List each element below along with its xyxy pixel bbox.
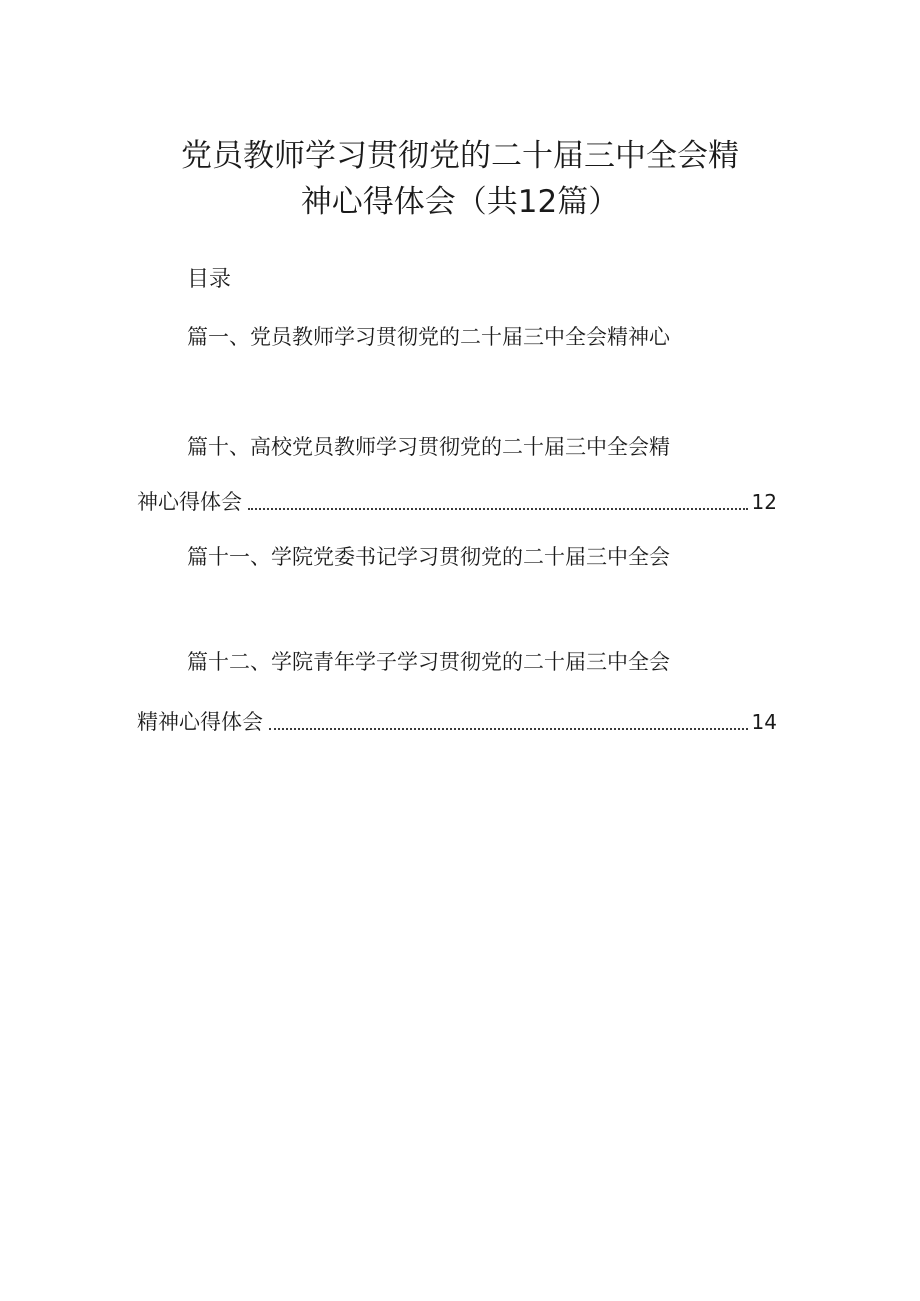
toc-entry-12-continuation: 精神心得体会 <box>137 710 263 734</box>
toc-entry-10-line-1[interactable]: 篇十、高校党员教师学习贯彻党的二十届三中全会精 <box>187 435 670 459</box>
toc-heading: 目录 <box>187 267 232 292</box>
toc-entry-11[interactable]: 篇十一、学院党委书记学习贯彻党的二十届三中全会 <box>187 545 670 569</box>
dot-leader <box>248 508 748 510</box>
toc-entry-12-line-1[interactable]: 篇十二、学院青年学子学习贯彻党的二十届三中全会 <box>187 650 670 674</box>
toc-entry-12-line-2[interactable] <box>137 707 777 737</box>
toc-entry-10-page-number: 12 <box>751 490 777 514</box>
toc-entry-10-line-2[interactable] <box>137 487 777 517</box>
toc-entry-1[interactable]: 篇一、党员教师学习贯彻党的二十届三中全会精神心 <box>187 325 670 349</box>
document-title-line-2: 神心得体会（共12篇） <box>300 184 620 220</box>
document-title-line-1: 党员教师学习贯彻党的二十届三中全会精 <box>181 138 739 174</box>
dot-leader <box>269 728 748 730</box>
toc-entry-12-page-number: 14 <box>751 710 777 734</box>
toc-entry-10-continuation: 神心得体会 <box>137 490 242 514</box>
